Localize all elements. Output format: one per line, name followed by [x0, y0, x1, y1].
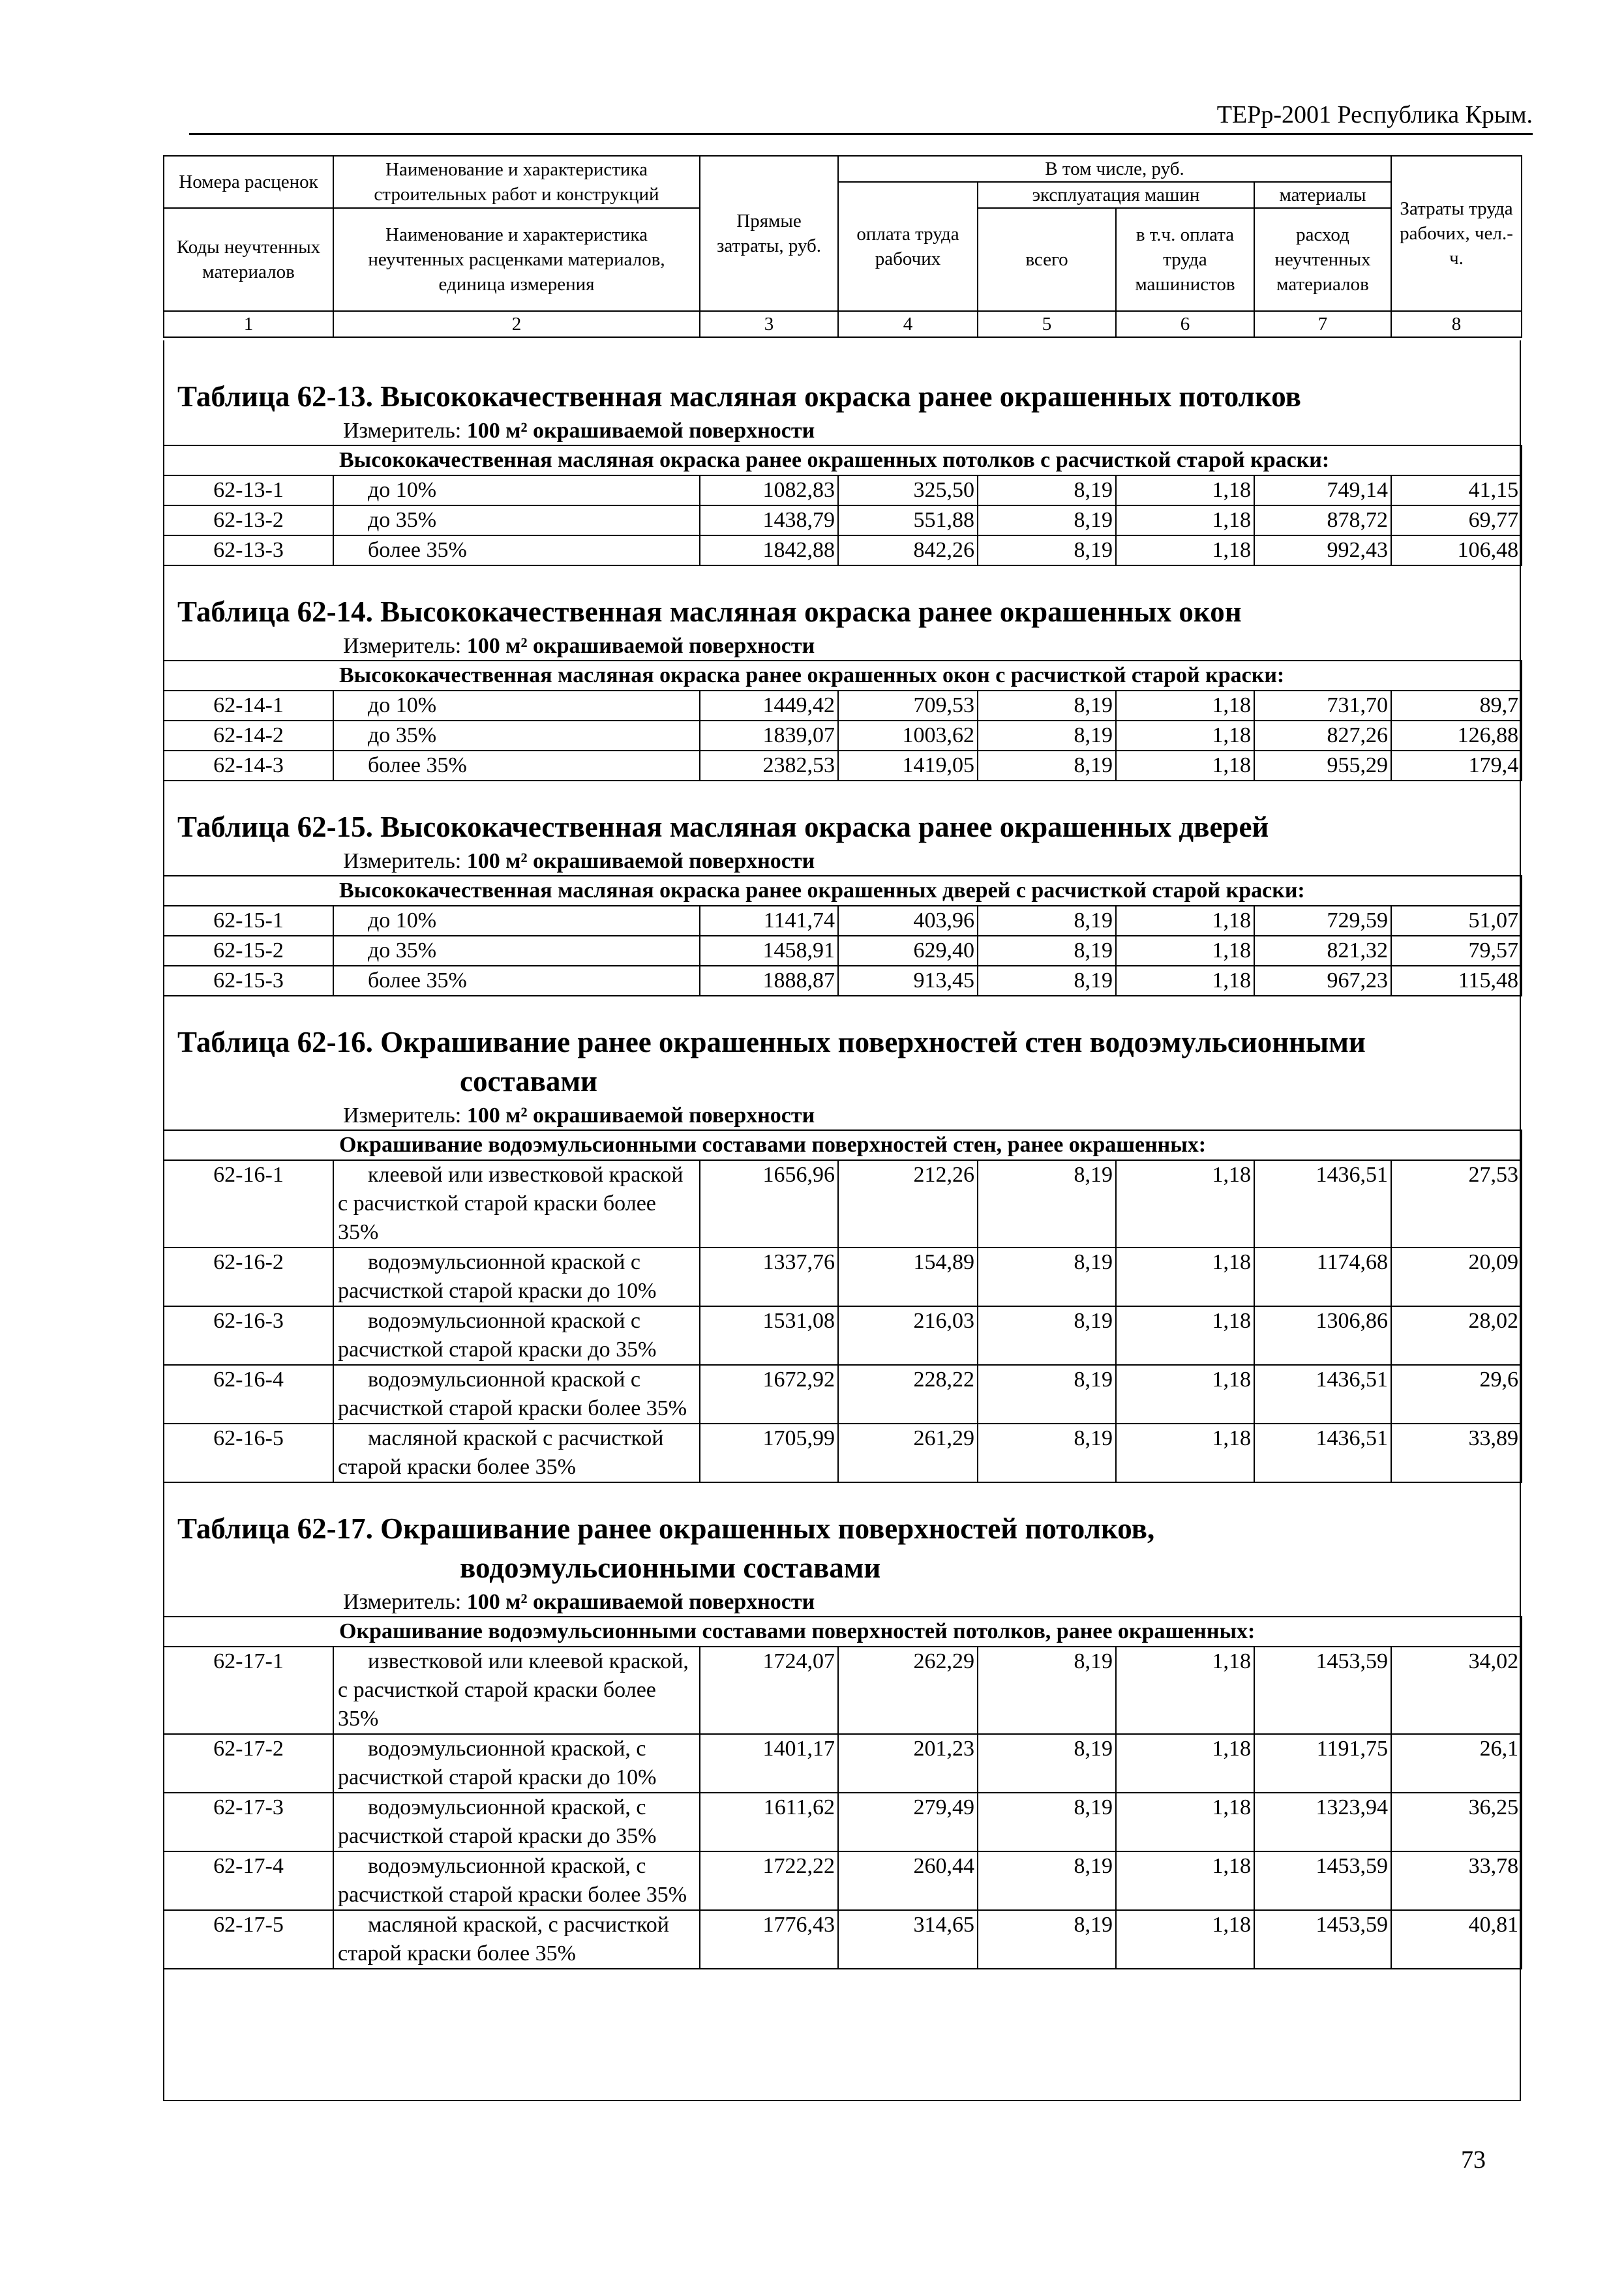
machines-total-cell: 8,19: [978, 505, 1116, 535]
col-materials-codes: Коды неучтенных материалов: [164, 208, 333, 311]
group-header: В том числе, руб.: [838, 156, 1391, 182]
machines-total-cell: 8,19: [978, 475, 1116, 505]
labor-pay-cell: 551,88: [838, 505, 978, 535]
rate-code-cell: 62-15-2: [164, 936, 333, 966]
rate-code-cell: 62-14-1: [164, 691, 333, 721]
col-materials-usage: расход неучтенных материалов: [1254, 208, 1391, 311]
table-title-line: Таблица 62-14. Высококачественная масляная окраска ранее окрашенных окон: [177, 595, 1242, 628]
rate-name-cell: масляной краской, с расчисткой старой краски более 35%: [333, 1910, 700, 1969]
direct-costs-cell: 1888,87: [700, 966, 838, 996]
table-row: [164, 721, 1522, 751]
labor-hours-cell: 69,77: [1391, 505, 1522, 535]
rate-name-cell: клеевой или известковой краской с расчисткой старой краски более 35%: [333, 1160, 700, 1248]
rate-name-cell: до 10%: [333, 475, 700, 505]
labor-pay-cell: 1419,05: [838, 751, 978, 781]
direct-costs-cell: 1438,79: [700, 505, 838, 535]
meter-label: Измеритель:: [343, 634, 462, 658]
rate-name-cell: более 35%: [333, 751, 700, 781]
table-title: [177, 592, 1520, 631]
machines-total-cell: 8,19: [978, 535, 1116, 565]
materials-usage-cell: 1306,86: [1254, 1306, 1391, 1365]
machines-total-cell: 8,19: [978, 1365, 1116, 1424]
labor-hours-cell: 27,53: [1391, 1160, 1522, 1248]
labor-pay-cell: 709,53: [838, 691, 978, 721]
labor-pay-cell: 228,22: [838, 1365, 978, 1424]
rate-name-cell: водоэмульсионной краской, с расчисткой старой краски до 35%: [333, 1793, 700, 1851]
rate-name-cell: водоэмульсионной краской с расчисткой старой краски до 10%: [333, 1248, 700, 1306]
rates-table: [163, 1130, 1522, 1483]
col-labor-hours: Затраты труда рабочих, чел.-ч.: [1391, 156, 1522, 311]
rate-code-cell: 62-16-5: [164, 1424, 333, 1482]
col-number-2: 2: [333, 311, 700, 337]
machinist-pay-cell: 1,18: [1116, 535, 1254, 565]
labor-pay-cell: 262,29: [838, 1647, 978, 1734]
rate-code-cell: 62-17-4: [164, 1851, 333, 1910]
rate-code-cell: 62-17-3: [164, 1793, 333, 1851]
meter-value: 100 м² окрашиваемой поверхности: [466, 419, 815, 443]
table-title-line: Таблица 62-15. Высококачественная масляная окраска ранее окрашенных дверей: [177, 811, 1269, 843]
labor-hours-cell: 36,25: [1391, 1793, 1522, 1851]
labor-pay-cell: 279,49: [838, 1793, 978, 1851]
machinist-pay-cell: 1,18: [1116, 475, 1254, 505]
machines-total-cell: 8,19: [978, 1160, 1116, 1248]
machines-total-cell: 8,19: [978, 1248, 1116, 1306]
labor-hours-cell: 41,15: [1391, 475, 1522, 505]
rate-name-cell: водоэмульсионной краской с расчисткой старой краски более 35%: [333, 1365, 700, 1424]
table-row: [164, 691, 1522, 721]
labor-pay-cell: 1003,62: [838, 721, 978, 751]
machines-total-cell: 8,19: [978, 1793, 1116, 1851]
machinist-pay-cell: 1,18: [1116, 1424, 1254, 1482]
col-materials-names: Наименование и характеристика неучтенных расценками материалов, единица измерения: [333, 208, 700, 311]
rate-name-cell: водоэмульсионной краской с расчисткой старой краски до 35%: [333, 1306, 700, 1365]
rates-table: [163, 875, 1522, 996]
materials-usage-cell: 955,29: [1254, 751, 1391, 781]
labor-pay-cell: 314,65: [838, 1910, 978, 1969]
labor-hours-cell: 29,6: [1391, 1365, 1522, 1424]
machinist-pay-cell: 1,18: [1116, 1306, 1254, 1365]
machines-total-cell: 8,19: [978, 906, 1116, 936]
direct-costs-cell: 1449,42: [700, 691, 838, 721]
direct-costs-cell: 1611,62: [700, 1793, 838, 1851]
table-title: [177, 377, 1520, 416]
rate-code-cell: 62-14-2: [164, 721, 333, 751]
machines-total-cell: 8,19: [978, 1910, 1116, 1969]
machinist-pay-cell: 1,18: [1116, 1910, 1254, 1969]
table-title: [177, 807, 1520, 846]
rate-name-cell: масляной краской с расчисткой старой краски более 35%: [333, 1424, 700, 1482]
meter-line: [343, 848, 1520, 875]
machinist-pay-cell: 1,18: [1116, 691, 1254, 721]
col-number-3: 3: [700, 311, 838, 337]
rate-code-cell: 62-16-3: [164, 1306, 333, 1365]
materials-usage-cell: 878,72: [1254, 505, 1391, 535]
table-row: [164, 505, 1522, 535]
rate-code-cell: 62-13-1: [164, 475, 333, 505]
meter-label: Измеритель:: [343, 1590, 462, 1614]
table-section: [164, 592, 1520, 781]
rates-table: [163, 445, 1522, 566]
rate-code-cell: 62-17-5: [164, 1910, 333, 1969]
machines-total-cell: 8,19: [978, 721, 1116, 751]
labor-pay-cell: 154,89: [838, 1248, 978, 1306]
col-number-1: 1: [164, 311, 333, 337]
meter-line: [343, 417, 1520, 445]
col-machinist-pay: в т.ч. оплата труда машинистов: [1116, 208, 1254, 311]
labor-pay-cell: 201,23: [838, 1734, 978, 1793]
materials-usage-cell: 967,23: [1254, 966, 1391, 996]
table-title-line: составами: [460, 1065, 597, 1098]
machines-total-cell: 8,19: [978, 1851, 1116, 1910]
meter-value: 100 м² окрашиваемой поверхности: [466, 849, 815, 873]
direct-costs-cell: 1531,08: [700, 1306, 838, 1365]
machines-header: эксплуатация машин: [978, 182, 1254, 208]
meter-label: Измеритель:: [343, 849, 462, 873]
table-row: [164, 1793, 1522, 1851]
labor-hours-cell: 79,57: [1391, 936, 1522, 966]
materials-usage-cell: 1453,59: [1254, 1851, 1391, 1910]
table-row: [164, 906, 1522, 936]
direct-costs-cell: 1141,74: [700, 906, 838, 936]
table-subheader-row: [164, 445, 1522, 475]
meter-value: 100 м² окрашиваемой поверхности: [466, 1103, 815, 1128]
col-number-5: 5: [978, 311, 1116, 337]
direct-costs-cell: 2382,53: [700, 751, 838, 781]
machines-total-cell: 8,19: [978, 966, 1116, 996]
meter-line: [343, 633, 1520, 660]
rate-name-cell: до 10%: [333, 906, 700, 936]
page-number: 73: [1461, 2146, 1486, 2174]
labor-pay-cell: 212,26: [838, 1160, 978, 1248]
machinist-pay-cell: 1,18: [1116, 1160, 1254, 1248]
table-row: [164, 751, 1522, 781]
direct-costs-cell: 1401,17: [700, 1734, 838, 1793]
meter-line: [343, 1102, 1520, 1130]
materials-usage-cell: 729,59: [1254, 906, 1391, 936]
direct-costs-cell: 1656,96: [700, 1160, 838, 1248]
col-labor-pay: оплата труда рабочих: [838, 182, 978, 311]
table-subheader: Окрашивание водоэмульсионными составами поверхностей стен, ранее окрашенных:: [164, 1130, 1522, 1160]
labor-hours-cell: 40,81: [1391, 1910, 1522, 1969]
table-title-line: водоэмульсионными составами: [460, 1551, 881, 1584]
table-row: [164, 535, 1522, 565]
machinist-pay-cell: 1,18: [1116, 1647, 1254, 1734]
direct-costs-cell: 1776,43: [700, 1910, 838, 1969]
col-machines-total: всего: [978, 208, 1116, 311]
direct-costs-cell: 1082,83: [700, 475, 838, 505]
machinist-pay-cell: 1,18: [1116, 1248, 1254, 1306]
table-subheader-row: [164, 876, 1522, 906]
rate-name-cell: более 35%: [333, 535, 700, 565]
machinist-pay-cell: 1,18: [1116, 505, 1254, 535]
table-subheader: Высококачественная масляная окраска ранее окрашенных дверей с расчисткой старой краски:: [164, 876, 1522, 906]
table-title: [177, 1023, 1520, 1101]
table-title-line: Таблица 62-17. Окрашивание ранее окрашенных поверхностей потолков,: [177, 1512, 1155, 1545]
table-row: [164, 1248, 1522, 1306]
column-header-table: [163, 155, 1522, 338]
rate-name-cell: до 10%: [333, 691, 700, 721]
table-row: [164, 1910, 1522, 1969]
table-row: [164, 1160, 1522, 1248]
materials-usage-cell: 827,26: [1254, 721, 1391, 751]
table-row: [164, 936, 1522, 966]
labor-pay-cell: 216,03: [838, 1306, 978, 1365]
col-number-7: 7: [1254, 311, 1391, 337]
materials-header: материалы: [1254, 182, 1391, 208]
labor-hours-cell: 20,09: [1391, 1248, 1522, 1306]
rate-code-cell: 62-13-3: [164, 535, 333, 565]
table-subheader: Высококачественная масляная окраска ранее окрашенных потолков с расчисткой старой краски:: [164, 445, 1522, 475]
labor-hours-cell: 33,78: [1391, 1851, 1522, 1910]
labor-pay-cell: 403,96: [838, 906, 978, 936]
table-subheader: Высококачественная масляная окраска ранее окрашенных окон с расчисткой старой краски:: [164, 661, 1522, 691]
table-subheader-row: [164, 661, 1522, 691]
machinist-pay-cell: 1,18: [1116, 936, 1254, 966]
labor-pay-cell: 260,44: [838, 1851, 978, 1910]
labor-hours-cell: 106,48: [1391, 535, 1522, 565]
labor-hours-cell: 89,7: [1391, 691, 1522, 721]
machines-total-cell: 8,19: [978, 691, 1116, 721]
rate-name-cell: до 35%: [333, 505, 700, 535]
table-row: [164, 1424, 1522, 1482]
labor-hours-cell: 26,1: [1391, 1734, 1522, 1793]
direct-costs-cell: 1724,07: [700, 1647, 838, 1734]
col-number-4: 4: [838, 311, 978, 337]
page-header: ТЕРр-2001 Республика Крым.: [189, 97, 1533, 135]
labor-pay-cell: 842,26: [838, 535, 978, 565]
machinist-pay-cell: 1,18: [1116, 1365, 1254, 1424]
meter-line: [343, 1589, 1520, 1616]
col-codes-header: Номера расценок: [164, 156, 333, 208]
direct-costs-cell: 1337,76: [700, 1248, 838, 1306]
table-row: [164, 1851, 1522, 1910]
materials-usage-cell: 1191,75: [1254, 1734, 1391, 1793]
table-title: [177, 1509, 1520, 1587]
machines-total-cell: 8,19: [978, 1424, 1116, 1482]
labor-hours-cell: 126,88: [1391, 721, 1522, 751]
meter-value: 100 м² окрашиваемой поверхности: [466, 634, 815, 658]
materials-usage-cell: 1453,59: [1254, 1647, 1391, 1734]
direct-costs-cell: 1458,91: [700, 936, 838, 966]
col-names-header: Наименование и характеристика строительных работ и конструкций: [333, 156, 700, 208]
col-number-6: 6: [1116, 311, 1254, 337]
labor-hours-cell: 33,89: [1391, 1424, 1522, 1482]
machinist-pay-cell: 1,18: [1116, 1734, 1254, 1793]
labor-hours-cell: 115,48: [1391, 966, 1522, 996]
table-section: [164, 1023, 1520, 1483]
rate-code-cell: 62-16-4: [164, 1365, 333, 1424]
rate-code-cell: 62-13-2: [164, 505, 333, 535]
rate-code-cell: 62-16-2: [164, 1248, 333, 1306]
table-row: [164, 1647, 1522, 1734]
materials-usage-cell: 1436,51: [1254, 1424, 1391, 1482]
machines-total-cell: 8,19: [978, 1647, 1116, 1734]
col-direct-costs: Прямые затраты, руб.: [700, 156, 838, 311]
materials-usage-cell: 1323,94: [1254, 1793, 1391, 1851]
direct-costs-cell: 1672,92: [700, 1365, 838, 1424]
machinist-pay-cell: 1,18: [1116, 906, 1254, 936]
rate-code-cell: 62-17-1: [164, 1647, 333, 1734]
machinist-pay-cell: 1,18: [1116, 1851, 1254, 1910]
machines-total-cell: 8,19: [978, 936, 1116, 966]
meter-label: Измеритель:: [343, 1103, 462, 1128]
materials-usage-cell: 1436,51: [1254, 1160, 1391, 1248]
materials-usage-cell: 1174,68: [1254, 1248, 1391, 1306]
materials-usage-cell: 731,70: [1254, 691, 1391, 721]
rate-name-cell: водоэмульсионной краской, с расчисткой старой краски более 35%: [333, 1851, 700, 1910]
table-row: [164, 1306, 1522, 1365]
machinist-pay-cell: 1,18: [1116, 966, 1254, 996]
table-title-line: Таблица 62-16. Окрашивание ранее окрашенных поверхностей стен водоэмульсионными: [177, 1026, 1366, 1058]
direct-costs-cell: 1705,99: [700, 1424, 838, 1482]
materials-usage-cell: 992,43: [1254, 535, 1391, 565]
direct-costs-cell: 1839,07: [700, 721, 838, 751]
labor-hours-cell: 34,02: [1391, 1647, 1522, 1734]
materials-usage-cell: 749,14: [1254, 475, 1391, 505]
rate-name-cell: более 35%: [333, 966, 700, 996]
machinist-pay-cell: 1,18: [1116, 721, 1254, 751]
rate-name-cell: известковой или клеевой краской, с расчисткой старой краски более 35%: [333, 1647, 700, 1734]
rate-code-cell: 62-15-1: [164, 906, 333, 936]
table-row: [164, 1734, 1522, 1793]
rate-code-cell: 62-15-3: [164, 966, 333, 996]
rate-name-cell: водоэмульсионной краской, с расчисткой старой краски до 10%: [333, 1734, 700, 1793]
meter-value: 100 м² окрашиваемой поверхности: [466, 1590, 815, 1614]
direct-costs-cell: 1722,22: [700, 1851, 838, 1910]
rate-code-cell: 62-17-2: [164, 1734, 333, 1793]
machinist-pay-cell: 1,18: [1116, 751, 1254, 781]
table-row: [164, 966, 1522, 996]
machinist-pay-cell: 1,18: [1116, 1793, 1254, 1851]
rates-table: [163, 1616, 1522, 1969]
table-row: [164, 1365, 1522, 1424]
table-row: [164, 475, 1522, 505]
labor-hours-cell: 28,02: [1391, 1306, 1522, 1365]
labor-pay-cell: 261,29: [838, 1424, 978, 1482]
labor-hours-cell: 179,4: [1391, 751, 1522, 781]
table-section: [164, 807, 1520, 996]
rate-code-cell: 62-16-1: [164, 1160, 333, 1248]
machines-total-cell: 8,19: [978, 1306, 1116, 1365]
machines-total-cell: 8,19: [978, 1734, 1116, 1793]
meter-label: Измеритель:: [343, 419, 462, 443]
rate-code-cell: 62-14-3: [164, 751, 333, 781]
table-subheader-row: [164, 1617, 1522, 1647]
table-section: [164, 1509, 1520, 1969]
table-title-line: Таблица 62-13. Высококачественная масляная окраска ранее окрашенных потолков: [177, 380, 1301, 413]
table-subheader: Окрашивание водоэмульсионными составами поверхностей потолков, ранее окрашенных:: [164, 1617, 1522, 1647]
machines-total-cell: 8,19: [978, 751, 1116, 781]
content-area: [163, 340, 1521, 2101]
labor-pay-cell: 629,40: [838, 936, 978, 966]
rate-name-cell: до 35%: [333, 721, 700, 751]
materials-usage-cell: 1453,59: [1254, 1910, 1391, 1969]
rates-table: [163, 660, 1522, 781]
labor-pay-cell: 913,45: [838, 966, 978, 996]
materials-usage-cell: 1436,51: [1254, 1365, 1391, 1424]
direct-costs-cell: 1842,88: [700, 535, 838, 565]
table-subheader-row: [164, 1130, 1522, 1160]
table-section: [164, 377, 1520, 566]
labor-hours-cell: 51,07: [1391, 906, 1522, 936]
rate-name-cell: до 35%: [333, 936, 700, 966]
materials-usage-cell: 821,32: [1254, 936, 1391, 966]
labor-pay-cell: 325,50: [838, 475, 978, 505]
col-number-8: 8: [1391, 311, 1522, 337]
